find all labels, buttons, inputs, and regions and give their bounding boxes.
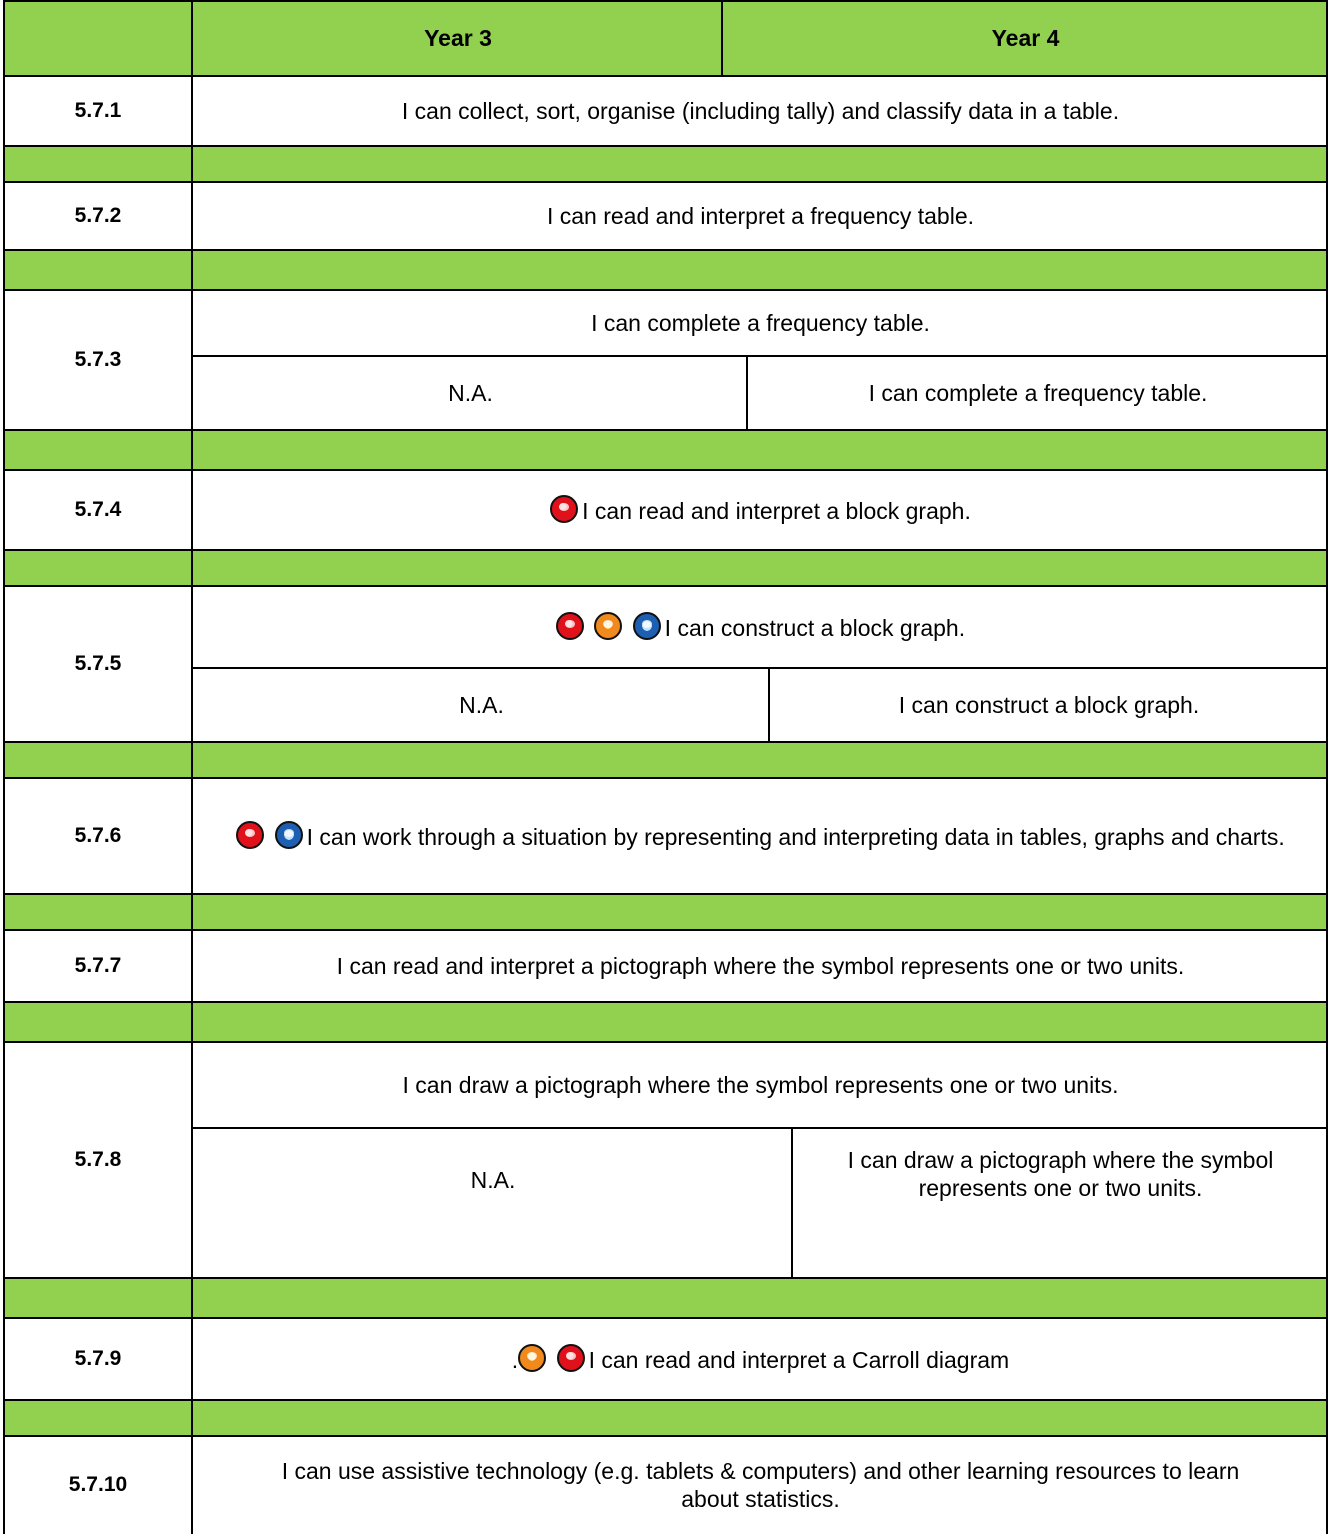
separator-band xyxy=(3,1002,1328,1042)
row-code: 5.7.8 xyxy=(74,1148,122,1171)
row-text: I can read and interpret a frequency table. xyxy=(546,203,975,229)
row-border xyxy=(3,181,1328,183)
row-code: 5.7.7 xyxy=(74,954,122,977)
separator-band xyxy=(3,430,1328,470)
row-5-7-2 xyxy=(3,182,1328,250)
row-code: 5.7.5 xyxy=(74,652,122,675)
row-border xyxy=(3,777,1328,779)
row-5-7-8 xyxy=(3,1042,1328,1278)
bulb-icon xyxy=(518,1344,546,1372)
row-border xyxy=(3,1435,1328,1437)
brain-icon xyxy=(550,495,578,523)
row-text: I can read and interpret a block graph. xyxy=(582,498,971,524)
row-border xyxy=(3,469,1328,471)
header-year4: Year 4 xyxy=(991,25,1060,51)
row-text: I can read and interpret a Carroll diagram xyxy=(588,1347,1010,1373)
header-row xyxy=(3,0,1328,76)
separator-band xyxy=(3,742,1328,778)
row-code: 5.7.1 xyxy=(74,99,122,122)
bulb-icon xyxy=(594,612,622,640)
row-border xyxy=(3,1001,1328,1003)
header-year3: Year 3 xyxy=(424,25,492,51)
row-code: 5.7.3 xyxy=(74,348,122,371)
row-text: I can work through a situation by representing and interpreting data in tables, graphs and charts. xyxy=(306,824,1285,850)
year4-cell: I can complete a frequency table. xyxy=(868,380,1208,406)
row-text: I can collect, sort, organise (including tally) and classify data in a table. xyxy=(401,98,1120,124)
row-5-7-9 xyxy=(3,1318,1328,1400)
row-code: 5.7.6 xyxy=(74,824,122,847)
row-border xyxy=(191,667,1328,669)
header-divider xyxy=(721,0,723,76)
row-text-wrap xyxy=(193,586,1328,668)
row-border xyxy=(3,1041,1328,1043)
row-code: 5.7.9 xyxy=(74,1347,122,1370)
row-border xyxy=(3,1399,1328,1401)
row-border xyxy=(3,741,1328,743)
separator-band xyxy=(3,1278,1328,1318)
row-border xyxy=(3,145,1328,147)
book-icon xyxy=(633,612,661,640)
row-border xyxy=(191,1127,1328,1129)
row-5-7-7 xyxy=(3,930,1328,1002)
row-prefix: . xyxy=(511,1347,519,1373)
row-border xyxy=(3,289,1328,291)
separator-band xyxy=(3,250,1328,290)
year3-cell: N.A. xyxy=(470,1167,516,1193)
cell-divider xyxy=(768,668,770,742)
row-border xyxy=(3,429,1328,431)
row-border xyxy=(3,1317,1328,1319)
brain-icon xyxy=(557,1344,585,1372)
row-5-7-5 xyxy=(3,586,1328,742)
row-5-7-10 xyxy=(3,1436,1328,1534)
row-5-7-6 xyxy=(3,778,1328,894)
cell-divider xyxy=(791,1128,793,1278)
row-border xyxy=(3,585,1328,587)
row-text: I can read and interpret a pictograph where the symbol represents one or two units. xyxy=(336,953,1185,979)
row-code: 5.7.10 xyxy=(68,1473,128,1496)
separator-band xyxy=(3,1400,1328,1436)
brain-icon xyxy=(556,612,584,640)
year4-cell: I can draw a pictograph where the symbol represents one or two units. xyxy=(847,1147,1274,1201)
row-5-7-4 xyxy=(3,470,1328,550)
row-border xyxy=(3,893,1328,895)
cell-divider xyxy=(746,356,748,430)
code-column-divider xyxy=(191,0,193,1534)
row-border xyxy=(3,249,1328,251)
year3-cell: N.A. xyxy=(448,380,493,406)
row-code: 5.7.2 xyxy=(74,204,122,227)
row-text-wrap xyxy=(193,470,1328,550)
book-icon xyxy=(275,821,303,849)
separator-band xyxy=(3,550,1328,586)
row-5-7-1 xyxy=(3,76,1328,146)
row-text-wrap xyxy=(193,778,1328,894)
year3-cell: N.A. xyxy=(459,692,504,718)
row-border xyxy=(191,355,1328,357)
row-text: I can draw a pictograph where the symbol represents one or two units. xyxy=(402,1072,1119,1098)
year4-cell: I can construct a block graph. xyxy=(898,692,1200,718)
row-5-7-3 xyxy=(3,290,1328,430)
row-text: I can complete a frequency table. xyxy=(591,310,930,336)
brain-icon xyxy=(236,821,264,849)
separator-band xyxy=(3,146,1328,182)
row-border xyxy=(3,929,1328,931)
row-border xyxy=(3,549,1328,551)
row-border xyxy=(3,1277,1328,1279)
row-text: I can use assistive technology (e.g. tablets & computers) and other learning resources to learn about statistics. xyxy=(281,1458,1240,1512)
row-code: 5.7.4 xyxy=(74,498,122,521)
row-text-wrap xyxy=(193,1318,1328,1400)
row-border xyxy=(3,75,1328,77)
row-text: I can construct a block graph. xyxy=(664,615,966,641)
separator-band xyxy=(3,894,1328,930)
